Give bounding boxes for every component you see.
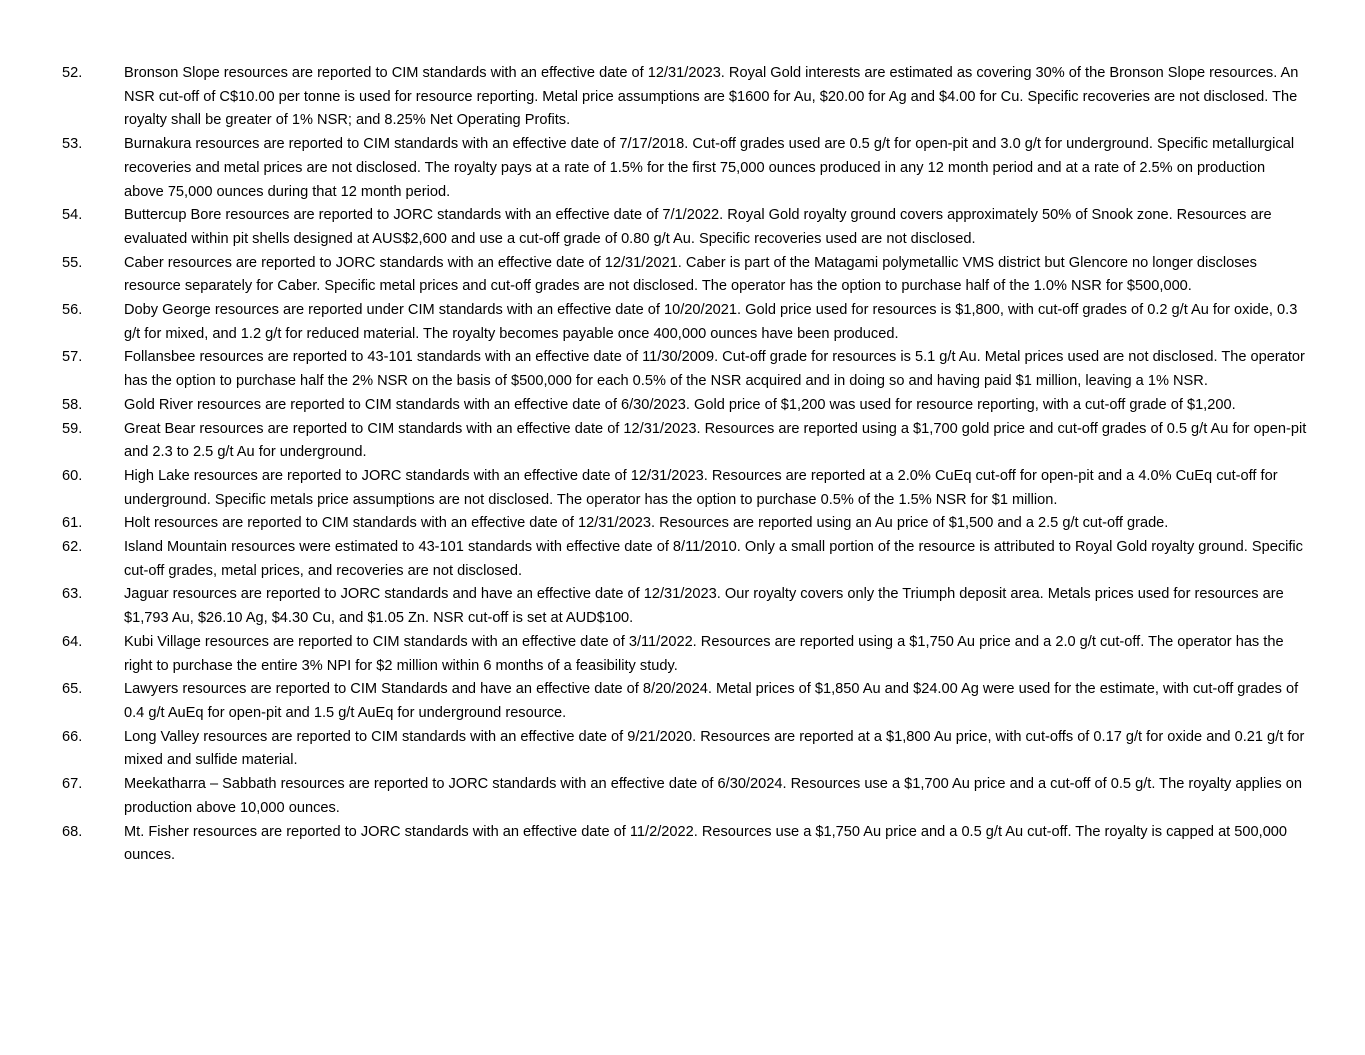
footnote-item bbox=[62, 726, 1307, 773]
footnote-item bbox=[62, 678, 1307, 725]
footnote-number: 67. bbox=[62, 776, 83, 793]
footnote-text: Burnakura resources are reported to CIM standards with an effective date of 7/17/2018. Cut-off grades used are 0.5 g/t for open-pit and 3.0 g/t for underground. Specific metallurgical recoveries and metal prices are not disclosed. The royalty pays at a rate of 1.5% for the first 75,000 ounces produced in any 12 month period and at a rate of 2.5% on production above 75,000 ounces during that 12 month period. bbox=[124, 136, 1295, 200]
footnotes-list bbox=[62, 62, 1307, 868]
footnote-number: 56. bbox=[62, 302, 83, 319]
footnote-text: Gold River resources are reported to CIM standards with an effective date of 6/30/2023. Gold price of $1,200 was used for resource reporting, with a cut-off grade of $1,200. bbox=[124, 396, 1236, 413]
footnote-item bbox=[62, 346, 1307, 393]
footnote-number: 64. bbox=[62, 633, 83, 650]
footnote-text: Mt. Fisher resources are reported to JORC standards with an effective date of 11/2/2022. Resources use a $1,750 Au price and a 0.5 g/t Au cut-off. The royalty is capped at 500,000 ounces. bbox=[124, 823, 1288, 864]
footnote-number: 57. bbox=[62, 349, 83, 366]
footnote-item bbox=[62, 536, 1307, 583]
footnote-item bbox=[62, 773, 1307, 820]
footnote-text: Meekatharra – Sabbath resources are reported to JORC standards with an effective date of 6/30/2024. Resources use a $1,700 Au price and a cut-off of 0.5 g/t. The royalty applies on production above 10,000 ounces. bbox=[124, 776, 1302, 816]
footnote-number: 53. bbox=[62, 136, 83, 153]
footnote-text: Kubi Village resources are reported to CIM standards with an effective date of 3/11/2022. Resources are reported using a $1,750 Au price and a 2.0 g/t cut-off. The operator has the right to purchase the entire 3% NPI for $2 million within 6 months of a feasibility study. bbox=[124, 633, 1284, 674]
footnote-item bbox=[62, 418, 1307, 465]
footnote-number: 61. bbox=[62, 515, 83, 532]
footnote-item bbox=[62, 252, 1307, 299]
footnote-text: Great Bear resources are reported to CIM standards with an effective date of 12/31/2023. Resources are reported using a $1,700 gold price and cut-off grades of 0.5 g/t Au for open-pit and 2.3 to 2.5 g/t Au for underground. bbox=[124, 420, 1307, 461]
footnote-number: 54. bbox=[62, 207, 83, 224]
footnote-text: Doby George resources are reported under CIM standards with an effective date of 10/20/2021. Gold price used for resources is $1,800, with cut-off grades of 0.2 g/t Au for oxide, 0.3 g/t for mixed, and 1.2 g/t for reduced material. The royalty becomes payable once 400,000 ounces have been produced. bbox=[124, 302, 1298, 342]
footnote-number: 59. bbox=[62, 420, 83, 437]
footnote-item bbox=[62, 821, 1307, 868]
footnote-item bbox=[62, 62, 1307, 133]
footnote-item bbox=[62, 512, 1307, 536]
footnote-number: 68. bbox=[62, 823, 83, 840]
footnote-number: 60. bbox=[62, 467, 83, 484]
footnote-text: Bronson Slope resources are reported to CIM standards with an effective date of 12/31/2023. Royal Gold interests are estimated as covering 30% of the Bronson Slope resources. An NSR cut-off of C$10.00 per tonne is used for resource reporting. Metal price assumptions are $1600 for Au, $20.00 for Ag and $4.00 for Cu. Specific recoveries are not disclosed. The royalty shall be greater of 1% NSR; and 8.25% Net Operating Profits. bbox=[124, 65, 1299, 129]
footnote-item bbox=[62, 394, 1307, 418]
footnote-number: 63. bbox=[62, 586, 83, 603]
footnote-item bbox=[62, 583, 1307, 630]
footnote-text: Buttercup Bore resources are reported to JORC standards with an effective date of 7/1/2022. Royal Gold royalty ground covers approximately 50% of Snook zone. Resources are evaluated within pit shells designed at AUS$2,600 and use a cut-off grade of 0.80 g/t Au. Specific recoveries used are not disclosed. bbox=[124, 207, 1272, 247]
footnote-text: Lawyers resources are reported to CIM Standards and have an effective date of 8/20/2024. Metal prices of $1,850 Au and $24.00 Ag were used for the estimate, with cut-off grades of 0.4 g/t AuEq for open-pit and 1.5 g/t AuEq for underground resource. bbox=[124, 681, 1299, 721]
footnote-item bbox=[62, 204, 1307, 251]
footnote-text: Jaguar resources are reported to JORC standards and have an effective date of 12/31/2023. Our royalty covers only the Triumph deposit area. Metals prices used for resources are $1,793 Au, $26.10 Ag, $4.30 Cu, and $1.05 Zn. NSR cut-off is set at AUD$100. bbox=[124, 586, 1284, 627]
footnote-text: Follansbee resources are reported to 43-101 standards with an effective date of 11/30/2009. Cut-off grade for resources is 5.1 g/t Au. Metal prices used are not disclosed. The operator has the option to purchase half the 2% NSR on the basis of $500,000 for each 0.5% of the NSR acquired and in doing so and having paid $1 million, leaving a 1% NSR. bbox=[124, 349, 1305, 390]
footnote-number: 58. bbox=[62, 396, 83, 413]
footnote-number: 62. bbox=[62, 539, 83, 556]
footnote-item bbox=[62, 465, 1307, 512]
footnote-number: 66. bbox=[62, 728, 83, 745]
footnote-text: Holt resources are reported to CIM standards with an effective date of 12/31/2023. Resources are reported using an Au price of $1,500 and a 2.5 g/t cut-off grade. bbox=[124, 515, 1169, 532]
footnote-text: Island Mountain resources were estimated to 43-101 standards with effective date of 8/11/2010. Only a small portion of the resource is attributed to Royal Gold royalty ground. Specific cut-off grades, metal prices, and recoveries are not disclosed. bbox=[124, 539, 1303, 579]
footnote-item bbox=[62, 631, 1307, 678]
footnote-number: 65. bbox=[62, 681, 83, 698]
footnote-number: 55. bbox=[62, 254, 83, 271]
footnote-text: Caber resources are reported to JORC standards with an effective date of 12/31/2021. Caber is part of the Matagami polymetallic VMS district but Glencore no longer discloses resource separately for Caber. Specific metal prices and cut-off grades are not disclosed. The operator has the option to purchase half of the 1.0% NSR for $500,000. bbox=[124, 254, 1257, 295]
footnote-text: Long Valley resources are reported to CIM standards with an effective date of 9/21/2020. Resources are reported at a $1,800 Au price, with cut-offs of 0.17 g/t for oxide and 0.21 g/t for mixed and sulfide material. bbox=[124, 728, 1305, 769]
footnote-text: High Lake resources are reported to JORC standards with an effective date of 12/31/2023. Resources are reported at a 2.0% CuEq cut-off for open-pit and a 4.0% CuEq cut-off for underground. Specific metals price assumptions are not disclosed. The operator has the option to purchase 0.5% of the 1.5% NSR for $1 million. bbox=[124, 467, 1278, 508]
footnote-number: 52. bbox=[62, 65, 83, 81]
footnote-item bbox=[62, 299, 1307, 346]
footnote-item bbox=[62, 133, 1307, 204]
